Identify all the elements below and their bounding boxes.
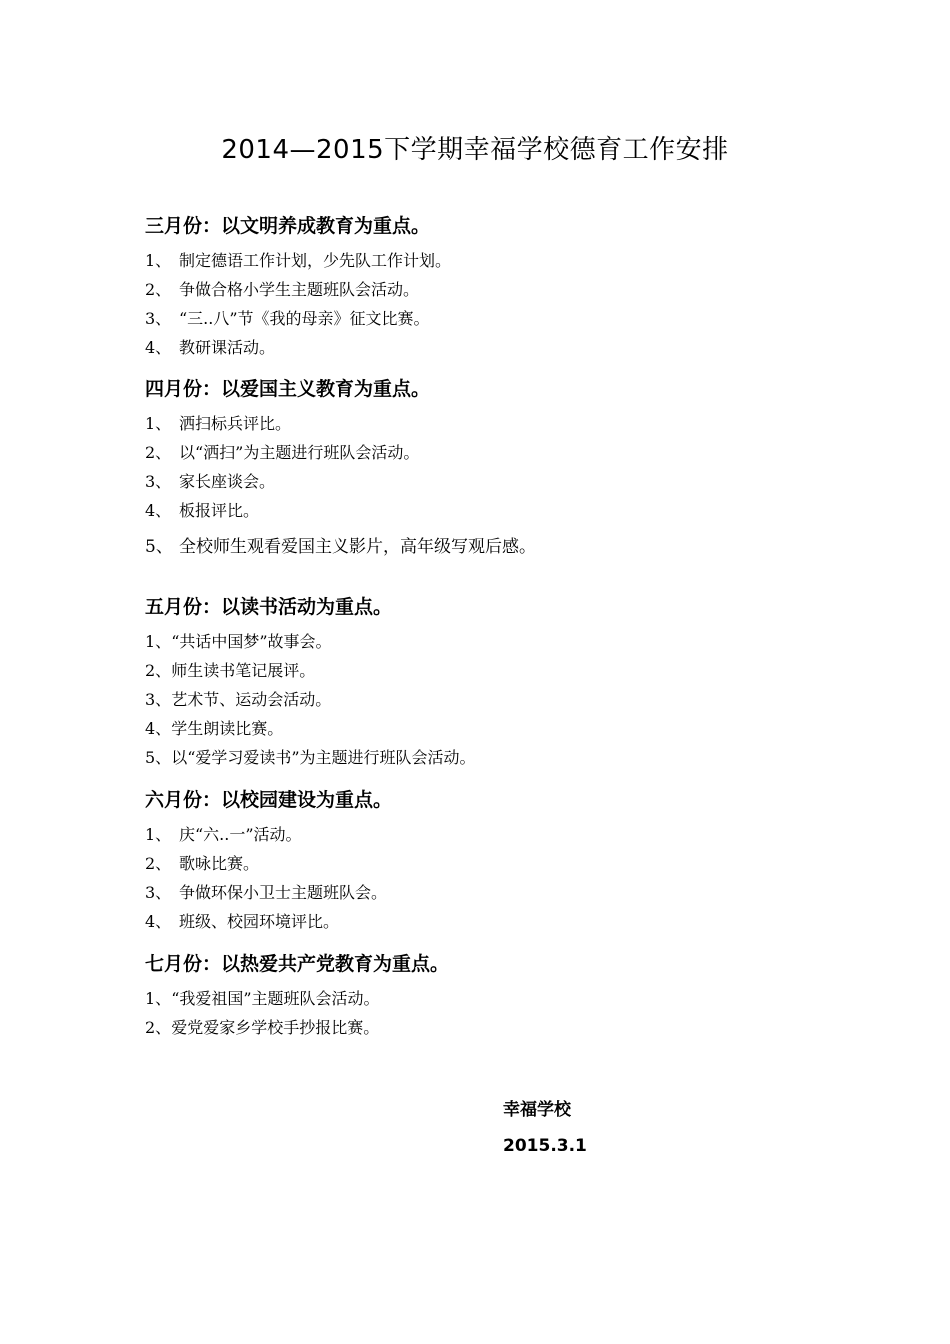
- list-item: [145, 984, 825, 1013]
- item-text: 以“爱学习爱读书”为主题进行班队会活动。: [171, 748, 476, 767]
- list-item: [145, 878, 825, 907]
- list-item: [145, 743, 825, 772]
- item-text: 学生朗读比赛。: [171, 719, 284, 738]
- item-number: 5、: [145, 537, 173, 557]
- section-april: [145, 375, 825, 562]
- item-text: 庆“六..一”活动。: [179, 825, 302, 844]
- item-number: 1、: [145, 989, 172, 1008]
- list-item: [145, 685, 825, 714]
- item-number: 2、: [145, 854, 172, 873]
- item-number: 2、: [145, 443, 172, 462]
- section-heading: 四月份：以爱国主义教育为重点。: [145, 378, 431, 400]
- item-number: 2、: [145, 661, 172, 680]
- item-number: 4、: [145, 912, 172, 931]
- item-number: 5、: [145, 748, 172, 767]
- list-item: [145, 438, 825, 467]
- list-item: [145, 1013, 825, 1042]
- item-text: “三..八”节《我的母亲》征文比赛。: [179, 309, 430, 328]
- list-item: [145, 533, 825, 562]
- item-number: 3、: [145, 690, 172, 709]
- item-text: 制定德语工作计划，少先队工作计划。: [179, 251, 452, 270]
- item-number: 3、: [145, 883, 172, 902]
- list-item: [145, 304, 825, 333]
- item-text: 艺术节、运动会活动。: [171, 690, 332, 709]
- list-item: [145, 496, 825, 525]
- item-number: 3、: [145, 309, 172, 328]
- item-text: 洒扫标兵评比。: [179, 414, 292, 433]
- item-number: 4、: [145, 338, 172, 357]
- item-number: 1、: [145, 632, 172, 651]
- list-item: [145, 467, 825, 496]
- item-number: 1、: [145, 251, 172, 270]
- list-item: [145, 656, 825, 685]
- item-text: 教研课活动。: [179, 338, 276, 357]
- list-item: [145, 627, 825, 656]
- section-heading: 六月份：以校园建设为重点。: [145, 789, 393, 811]
- item-text: 全校师生观看爱国主义影片，高年级写观后感。: [179, 537, 536, 557]
- item-text: 班级、校园环境评比。: [179, 912, 340, 931]
- section-march: [145, 212, 825, 362]
- item-text: 歌咏比赛。: [179, 854, 260, 873]
- item-text: “共话中国梦”故事会。: [171, 632, 332, 651]
- section-heading: 七月份：以热爱共产党教育为重点。: [145, 953, 450, 975]
- item-text: 师生读书笔记展评。: [171, 661, 316, 680]
- list-item: [145, 714, 825, 743]
- list-item: [145, 333, 825, 362]
- item-number: 2、: [145, 1018, 172, 1037]
- item-text: 争做合格小学生主题班队会活动。: [179, 280, 420, 299]
- item-text: “我爱祖国”主题班队会活动。: [171, 989, 380, 1008]
- item-text: 爱党爱家乡学校手抄报比赛。: [171, 1018, 380, 1037]
- item-number: 3、: [145, 472, 172, 491]
- item-number: 4、: [145, 719, 172, 738]
- list-item: [145, 409, 825, 438]
- list-item: [145, 246, 825, 275]
- item-number: 1、: [145, 825, 172, 844]
- item-number: 4、: [145, 501, 172, 520]
- item-text: 以“洒扫”为主题进行班队会活动。: [179, 443, 420, 462]
- section-heading: 五月份：以读书活动为重点。: [145, 596, 393, 618]
- item-number: 1、: [145, 414, 172, 433]
- signature-org: 幸福学校: [503, 1100, 571, 1120]
- list-item: [145, 275, 825, 304]
- list-item: [145, 907, 825, 936]
- item-text: 争做环保小卫士主题班队会。: [179, 883, 388, 902]
- section-may: [145, 593, 825, 772]
- document-title: 2014—2015下学期幸福学校德育工作安排: [221, 135, 729, 165]
- signature-date: 2015.3.1: [503, 1136, 587, 1156]
- item-text: 板报评比。: [179, 501, 260, 520]
- list-item: [145, 820, 825, 849]
- section-june: [145, 786, 825, 936]
- item-number: 2、: [145, 280, 172, 299]
- item-text: 家长座谈会。: [179, 472, 276, 491]
- section-july: [145, 950, 825, 1042]
- section-heading: 三月份：以文明养成教育为重点。: [145, 215, 431, 237]
- list-item: [145, 849, 825, 878]
